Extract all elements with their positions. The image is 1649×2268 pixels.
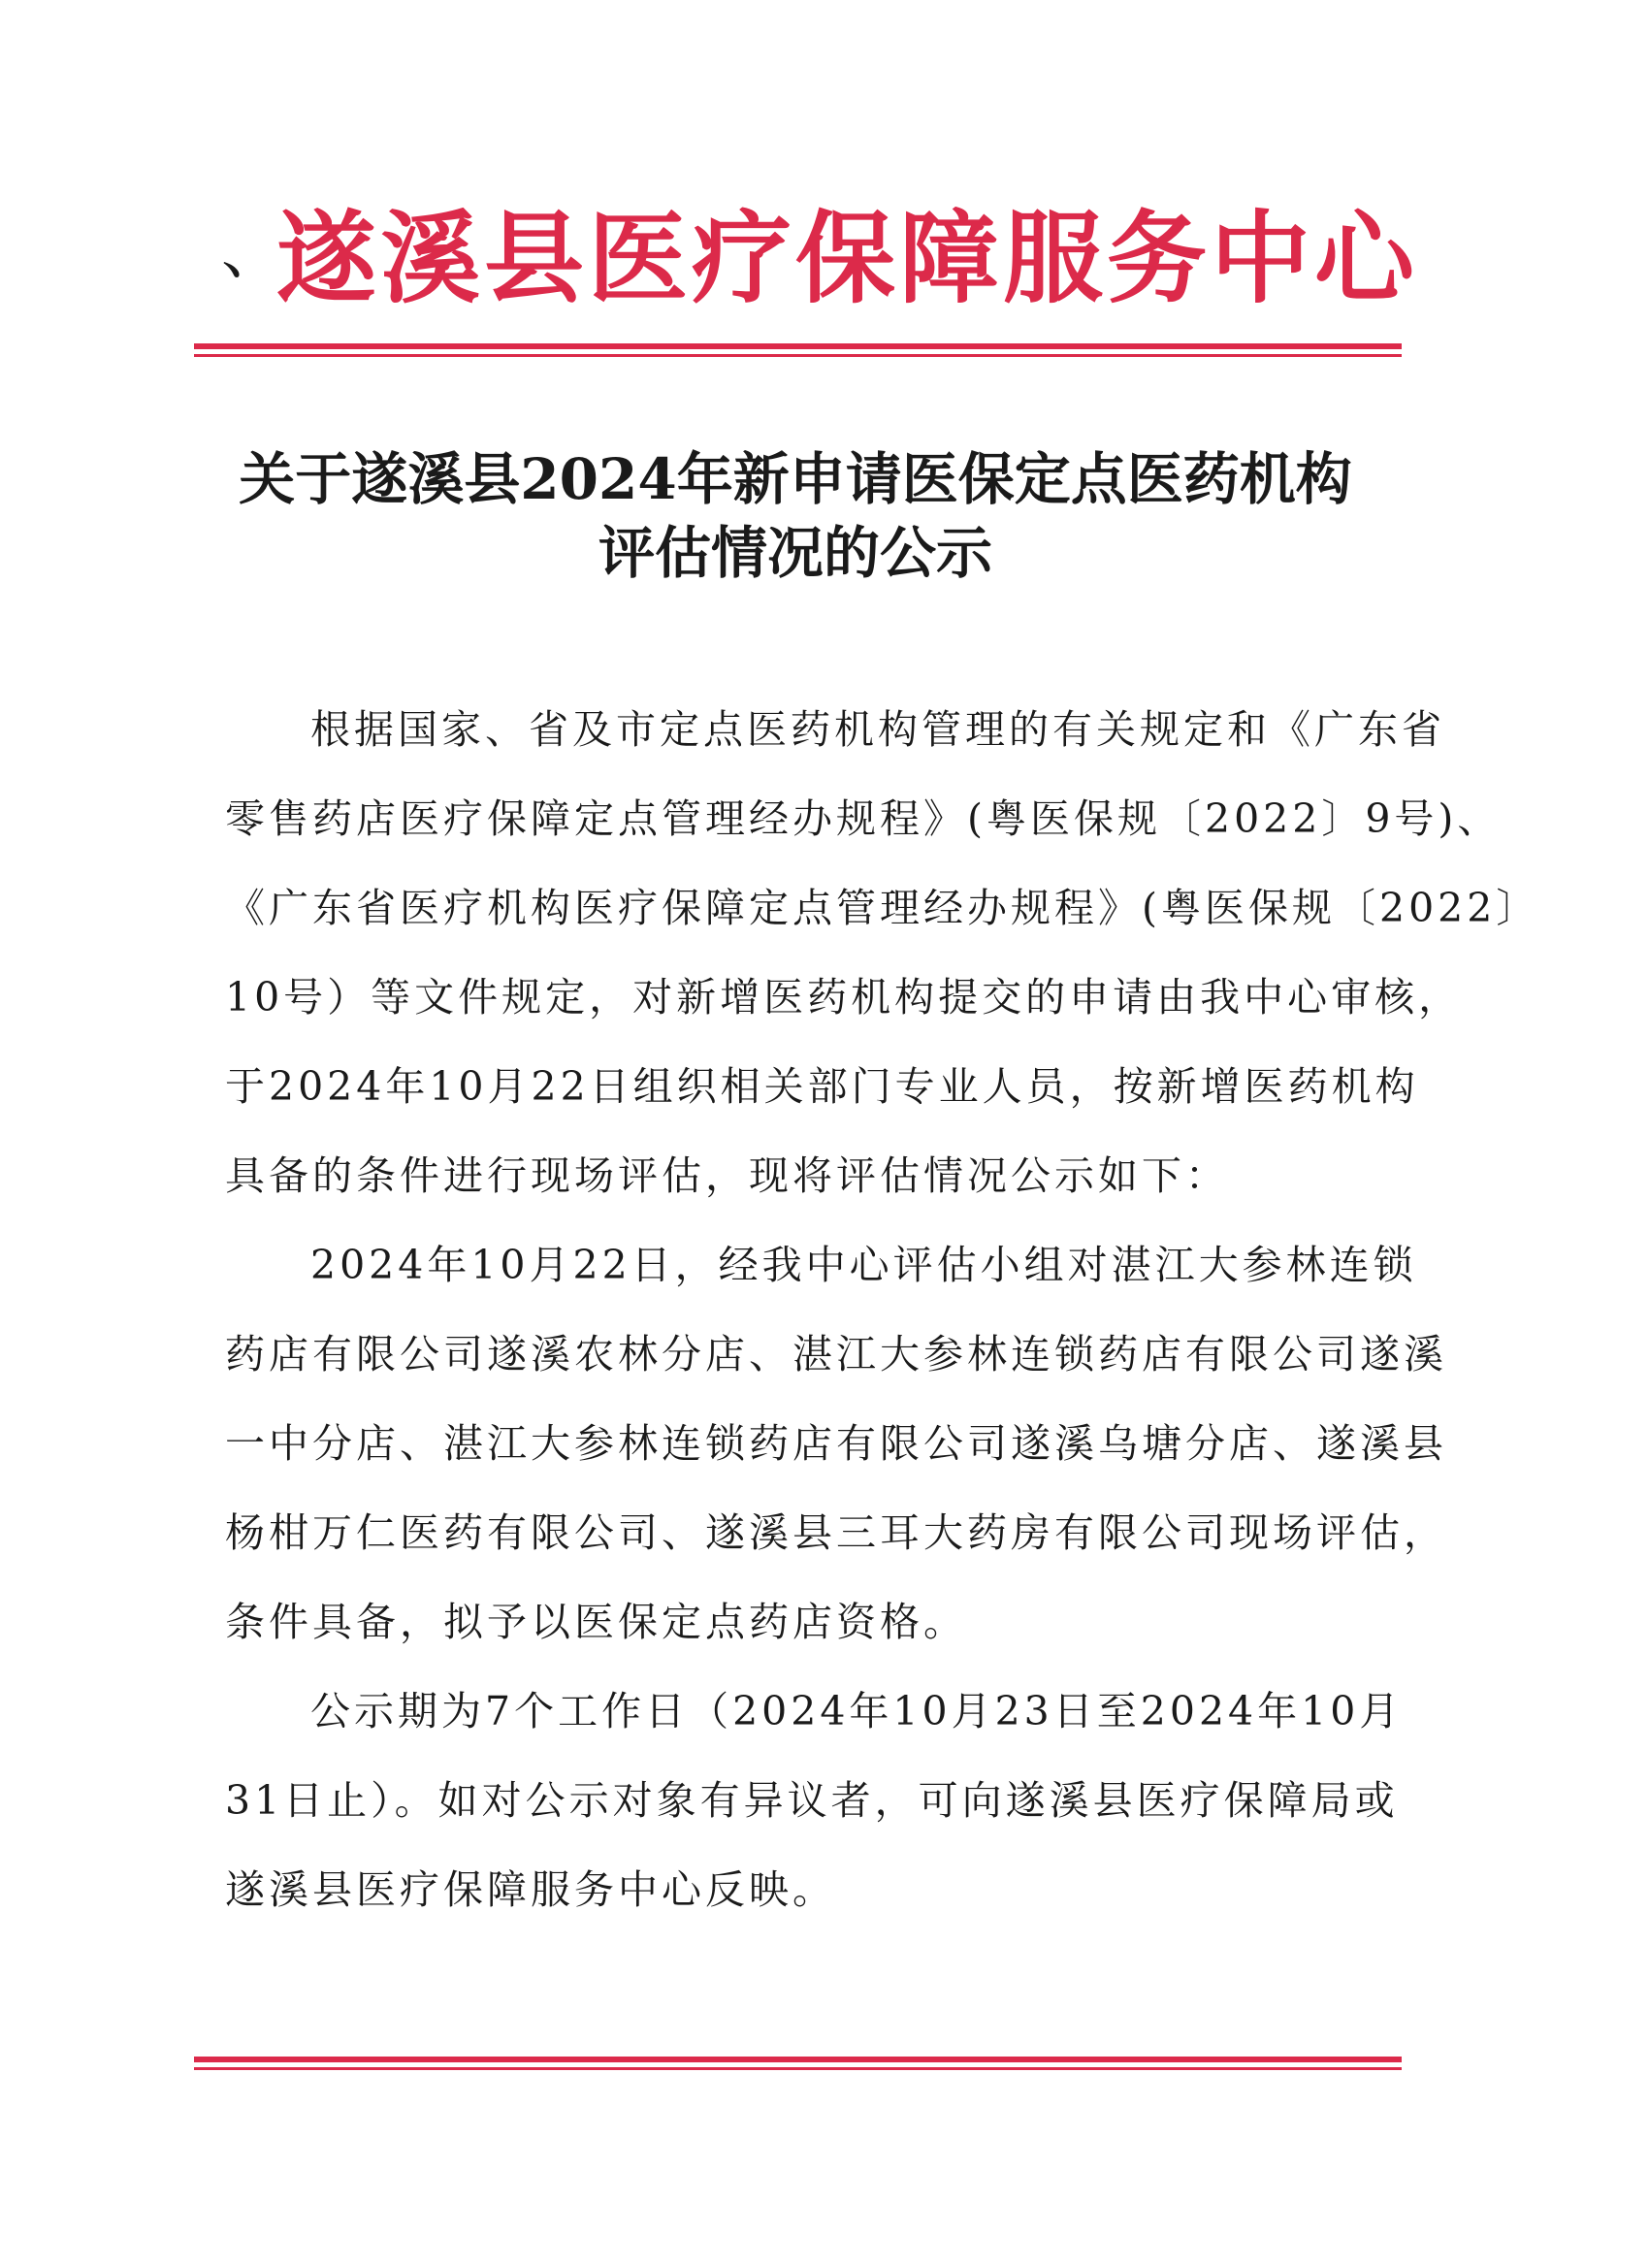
body-line: 一中分店、湛江大参林连锁药店有限公司遂溪乌塘分店、遂溪县 <box>225 1420 1447 1467</box>
header-divider <box>194 343 1402 357</box>
body-line: 具备的条件进行现场评估，现将评估情况公示如下： <box>225 1152 1229 1199</box>
body-line: 《广东省医疗机构医疗保障定点管理经办规程》(粤医保规〔2022〕 <box>225 885 1540 931</box>
document-title <box>175 442 1416 590</box>
title-line-2: 评估情况的公示 <box>598 520 992 586</box>
document-body <box>225 685 1540 1934</box>
body-line: 公示期为7个工作日（2024年10月23日至2024年10月 <box>310 1688 1404 1734</box>
body-line: 条件具备，拟予以医保定点药店资格。 <box>225 1599 967 1645</box>
body-line: 杨柑万仁医药有限公司、遂溪县三耳大药房有限公司现场评估， <box>225 1509 1447 1556</box>
footer-divider-thin <box>194 2067 1402 2070</box>
body-line: 10号）等文件规定，对新增医药机构提交的申请由我中心审核， <box>225 974 1463 1021</box>
title-line-1: 关于遂溪县2024年新申请医保定点医药机构 <box>239 446 1352 512</box>
mark-comma: 、 <box>221 216 283 288</box>
header-divider-thin <box>194 354 1402 357</box>
body-line: 零售药店医疗保障定点管理经办规程》(粤医保规〔2022〕9号)、 <box>225 795 1502 842</box>
issuer-heading: 遂溪县医疗保障服务中心 <box>276 200 1418 317</box>
body-line: 31日止）。如对公示对象有异议者，可向遂溪县医疗保障局或 <box>225 1777 1399 1824</box>
body-line: 2024年10月22日，经我中心评估小组对湛江大参林连锁 <box>310 1242 1417 1288</box>
body-line: 根据国家、省及市定点医药机构管理的有关规定和《广东省 <box>310 706 1445 753</box>
footer-divider <box>194 2057 1402 2070</box>
body-line: 遂溪县医疗保障服务中心反映。 <box>225 1866 836 1913</box>
body-line: 药店有限公司遂溪农林分店、湛江大参林连锁药店有限公司遂溪 <box>225 1331 1447 1377</box>
body-line: 于2024年10月22日组织相关部门专业人员，按新增医药机构 <box>225 1063 1419 1110</box>
